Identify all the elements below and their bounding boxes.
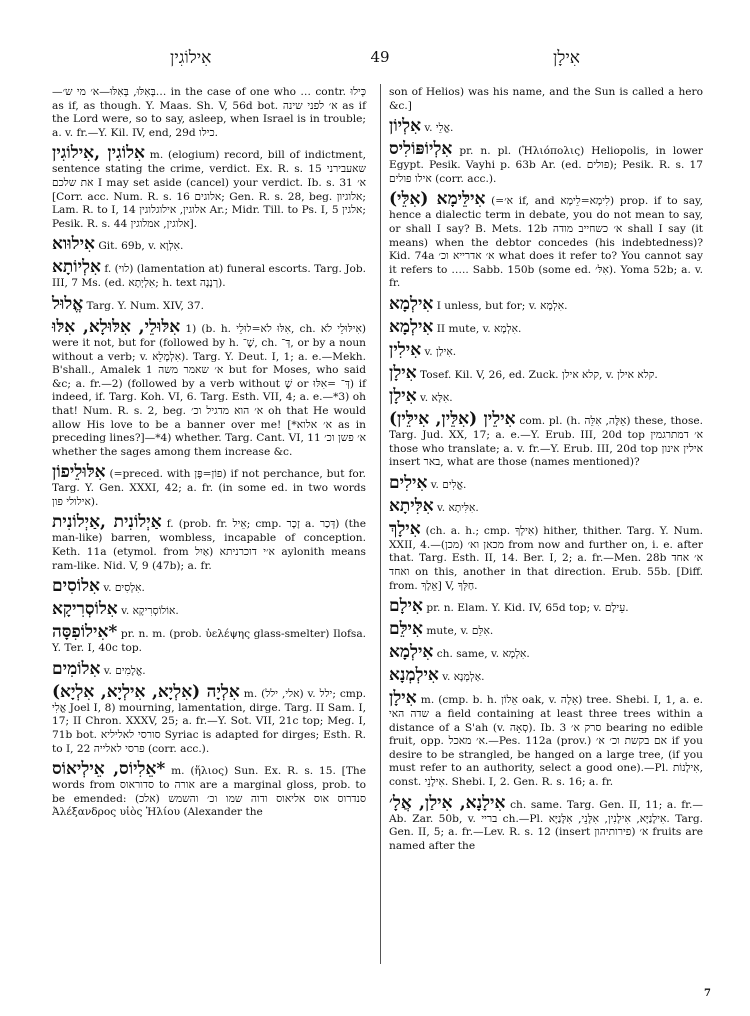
entry-headword: אִילָן <box>389 688 417 709</box>
dictionary-entry <box>52 235 366 254</box>
entry-definition: I unless, but for; v. אִלְמָא. <box>436 299 568 312</box>
entry-headword: אִלְיוֹפּוֹלִיס <box>389 139 453 160</box>
entry-definition: pr. n. m. (prob. ὑελέψης glass-smelter) Ilofsa. Y. Ter. I, 40c top. <box>52 628 367 655</box>
entry-headword: אִילָם <box>389 596 423 617</box>
column-divider <box>380 84 381 964</box>
dictionary-entry <box>52 683 366 756</box>
entry-headword: אִילִין <box>389 339 422 360</box>
dictionary-entry <box>389 643 703 662</box>
entry-definition: m. (elogium) record, bill of indictment, sentence stating the crime, verdict. Ex. R. s. 15 שאעבירני את שלכם I may set aside (cancel) your verdict. Ib. s. 31 א׳ [Corr. acc. Num. R. s. 16 אלוגים; Gen. R. s. 28, beg. אלוגיון; Lam. R. to I, 14 אלוגין, אילוגלוגין Ar.; Midr. Till. to Ps. I, 5 אלגין; Pesik. R. s. 44 אלוגין, אמלוגין]. <box>52 149 366 230</box>
entry-definition: v. אַלְמְנָא. <box>442 671 485 684</box>
left-column <box>52 86 366 824</box>
entry-headword: אִילֵּם <box>389 619 423 640</box>
entry-definition: pr. n. Elam. Y. Kid. IV, 65d top; v. עֵילָם. <box>426 602 629 615</box>
dictionary-entry <box>389 364 703 383</box>
entry-headword: *אִילוֹפִסָּה <box>52 622 118 643</box>
entry-headword: אִילְמָא <box>389 316 434 337</box>
dictionary-entry <box>389 410 703 470</box>
entry-headword: אִלִּיתָא <box>389 495 434 516</box>
entry-headword: אִלוֹסִים <box>52 576 100 597</box>
entry-definition: (ch. a. h.; cmp. אִילְךָ) hither, thither. Targ. Y. Num. XXII, 4.—(מכן) מכאן וא׳ from now and further on, i. e. after that. Targ. Esth. II, 14. Ber. I, 2; a. fr.—Men. 28b א׳ אחד ואחד on this, another in that direction. Erub. 55b. [Diff. from. אֵלָךְ] V, חַלְּךָ. <box>389 524 703 592</box>
entry-headword: אִילִים <box>389 472 428 493</box>
entry-definition: 1) (b. h. אִלּוּ לֹא=לוּלֵי, ch. אִילּוּלֵי לֹא) were it not, but for (followed by h. שֶׁ־, ch. דְּ־, or by a noun without a verb; v. אִלְמָלֵא). Targ. Y. Deut. I, 1; a. e.—Mekh. B'shall., Amalek 1 א׳ שאמר משה but for Moses, who said &c; a. fr.—2) (followed by a verb without שֶׁ or דְּ־ =אִלּוּ) if indeed, if. Targ. Koh. VI, 6. Targ. Esth. VII, 4; a. e.—*3) oh that! Num. R. s. 2, beg. א׳ הוא מדגיל וכ׳ oh that He would allow His love to be a banner over me! [*א׳ אלוא as in preceding lines?]—*4) whether. Targ. Cant. VI, 11 א׳ פשן וכ׳ whether the sages among them increase &c. <box>52 322 367 458</box>
dictionary-entry <box>389 520 703 593</box>
entry-definition: m. (cmp. b. h. אֵלוֹן oak, v. אֵלָה) tree. Shebi. I, 1, a. e. שדה האי a field containing at least three trees within a distance of a S'ah (v. סְאָה). Ib. 3 סרק א׳ bearing no edible fruit, opp. א׳ מאכל.—Pes. 112a (prov.) אם בקשת וכ׳ א׳ if you desire to be strangled, be hanged on a large tree, (if you must refer to an authority, select a good one).—Pl. אִילָנוֹת, const. אִילָנֵי. Shebi. I, 2. Gen. R. s. 16; a. fr. <box>389 694 704 789</box>
dictionary-entry <box>52 463 366 509</box>
entry-headword: אִילְמְנָא <box>389 665 439 686</box>
entry-definition: ch. same. Targ. Gen. II, 11; a. fr.—Ab. Zar. 50b, v. בריי ch.—Pl. אִילָנַיָּא, אִילָנִין, אִלָּנֵי, אִלָּנַיָּא. Targ. Gen. II, 5; a. fr.—Lev. R. s. 12 (insert פירותיהון) א׳ fruits are named after the <box>389 798 704 852</box>
entry-definition: mute, v. אִלֵּם. <box>426 625 494 638</box>
entry-headword: אִילֵין (אִלֵּין, אִילֵּין) <box>389 408 516 429</box>
dictionary-entry <box>52 295 366 314</box>
entry-headword: אִילָן <box>389 385 417 406</box>
dictionary-entry <box>52 600 366 619</box>
entry-definition: v. אֱלֵי. <box>424 122 454 135</box>
entry-definition: v. אִלְסִים. <box>103 582 145 595</box>
entry-definition: Git. 69b, v. אִלְוָא. <box>98 240 184 253</box>
signature-mark: 7 <box>704 988 711 999</box>
dictionary-entry <box>52 760 366 820</box>
entry-headword: אִלוֹסְרִיקָא <box>52 599 118 620</box>
entry-definition: m. (ἥλιος) Sun. Ex. R. s. 15. [The words from סדוראוס to אורה are a marginal gloss, prob. to be emended: (אלכ) סנדרוס אוס אליאוס ודוה שמו וכ׳ והשמש Ἀλέξανδρος υἱὸς Ἡλίου (Alexander the <box>52 765 367 819</box>
dictionary-entry <box>389 318 703 337</box>
entry-headword: *אֵלִיוֹס, אֵילְיאוֹס <box>52 759 166 780</box>
entry-definition: (=א׳ if, and לִימָא=לֵימָא) prop. if to say, hence a dialectic term in debate, you do not mean to say, or shall I say? B. Mets. 12b א׳ כשחייב מודה shall I say (it means) when the debtor concedes (his indebtedness)? Kid. 74a א׳ אדרייא וכ׳ what does it refer to? You cannot say it refers to ….. Sabb. 150b (some ed. אִלּ׳). Yoma 52b; a. v. fr. <box>389 195 704 290</box>
entry-definition: f. (prob. fr. אֵיל; cmp. זָכָר a. דְּכַר) (the man-like) barren, wombless, incapable of conception. Keth. 11a (etymol. from אַיִל) א׳י דוכרניתא aylonith means ram-like. Nid. V, 9 (47b); a. fr. <box>52 518 367 572</box>
dictionary-entry <box>52 318 366 459</box>
entry-definition: com. pl. (h. אֵלֶּה, אִלֵּה) these, those. Targ. Jud. XX, 17; a. e.—Y. Erub. III, 20d top א׳ דמתרגמין those who translate; a. v. fr.—Y. Erub. III, 20d top אילין אינון insert באר, what are those (names mentioned)? <box>389 414 704 469</box>
header-catchword-right: אִילָן <box>553 48 580 68</box>
entry-definition: v. אֱלָמִים. <box>103 664 146 677</box>
entry-headword: אִלּוּלֵי, אִלּוּלָא, אִלּוּ <box>52 316 181 337</box>
entry-definition: v. אוֹלוֹסְרִיקָא. <box>121 605 179 618</box>
page-header <box>60 48 700 74</box>
entry-definition: II mute, v. אִלְמָא. <box>436 322 522 335</box>
entry-definition: —בְּאִלּוּ, בְּאִלּוּ—א׳ מי ש׳… in the case of one who … contr. כְּילוּ as if, as though. Y. Maas. Sh. V, 56d bot. א׳ לפני שינה as if the Lord were, so to say, asleep, when Israel is in trouble; a. v. fr.—Y. Kil. IV, end, 29d כילו. <box>52 86 366 139</box>
dictionary-entry <box>52 258 366 291</box>
entry-headword: אִילָךְ <box>389 518 421 539</box>
entry-definition: v. אִילַן. <box>424 345 457 358</box>
entry-definition: v. אִלָּא. <box>420 391 453 404</box>
dictionary-entry <box>389 387 703 406</box>
dictionary-entry <box>52 86 366 140</box>
entry-headword: אִלּוּלֵיפוֹן <box>52 462 106 483</box>
entry-definition: pr. n. pl. (Ἡλιόπολις) Heliopolis, in lower Egypt. Pesik. Vayhi p. 63b Ar. (ed. פולים); Pesik. R. s. 17 אילו פולים (corr. acc.). <box>389 145 703 185</box>
dictionary-entry <box>389 190 703 291</box>
dictionary-entry <box>389 86 703 113</box>
dictionary-entry <box>389 117 703 136</box>
dictionary-entry <box>52 144 366 231</box>
entry-headword: אִילוּוא <box>52 234 95 255</box>
entry-definition: son of Helios) was his name, and the Sun is called a hero &c.] <box>389 86 703 112</box>
dictionary-entry <box>389 140 703 186</box>
dictionary-entry <box>389 295 703 314</box>
dictionary-entry <box>52 577 366 596</box>
page-number: 49 <box>370 48 390 66</box>
entry-headword: אִלְיוֹתָא <box>52 257 101 278</box>
dictionary-entry <box>52 660 366 679</box>
entry-definition: v. אִלִּיתָא. <box>436 501 479 514</box>
entry-definition: Targ. Y. Num. XIV, 37. <box>86 299 205 312</box>
entry-definition: (=preced. with פוֹן=פֶּן) if not perchance, but for. Targ. Y. Gen. XXXI, 42; a. fr. (in some ed. in two words אילולי פון). <box>52 468 367 508</box>
dictionary-entry <box>389 474 703 493</box>
entry-headword: אִילְמָא <box>389 642 434 663</box>
entry-headword: אֱלוּל <box>52 293 84 314</box>
entry-definition: ch. same, v. אִלְמָא. <box>436 648 530 661</box>
entry-headword: אִילָן <box>389 362 417 383</box>
entry-headword: אִילְמָא <box>389 293 434 314</box>
dictionary-entry <box>52 623 366 656</box>
dictionary-entry <box>389 341 703 360</box>
dictionary-entry <box>389 689 703 790</box>
entry-headword: אִלְיוֹן <box>389 116 422 137</box>
entry-headword: אַיְלוֹנִית ,אַיְלוֹנִית <box>52 512 162 533</box>
dictionary-entry <box>389 497 703 516</box>
entry-headword: אִילָנָא, אִילַן, אֲלָ׳ <box>389 792 506 813</box>
entry-headword: אִילֵּימָא (אִלֵּי) <box>389 189 486 210</box>
entry-definition: v. אֱלִים. <box>430 478 467 491</box>
entry-definition: Tosef. Kil. V, 26, ed. Zuck. קלא אילן, v. קלא אילן. <box>420 368 658 381</box>
entry-definition: f. (לוי) (lamentation at) funeral escorts. Targ. Job. III, 7 Ms. (ed. אִלְיְתָא; h. text רְנָנָה). <box>52 263 366 290</box>
entry-headword: אִלְיָה (אִלְיָא, אִילְיָא, אִלְיָא) <box>52 681 240 702</box>
entry-definition: m. (אלי, ילל) v. ילל; cmp. אֱלִי Joel I, 8) mourning, lamentation, dirge. Targ. II Sam. I, 17; II Chron. XXXV, 25; a. fr.—Y. Sot. VII, 21c top; Meg. I, 71b bot. סורסי לאליליא Syriac is adapted for dirges; Esth. R. to I, 22 פרסי לאלייה (corr. acc.). <box>52 687 367 755</box>
dictionary-entry <box>389 620 703 639</box>
dictionary-entry <box>389 597 703 616</box>
header-catchword-left: אִילוֹגִין <box>170 48 212 68</box>
dictionary-entry <box>389 794 703 854</box>
right-column <box>389 86 703 857</box>
entry-headword: אִלוֹגִין ,אִילוֹגִין <box>52 143 145 164</box>
dictionary-entry <box>52 513 366 573</box>
dictionary-entry <box>389 666 703 685</box>
entry-headword: אִלוֹמִים <box>52 658 101 679</box>
